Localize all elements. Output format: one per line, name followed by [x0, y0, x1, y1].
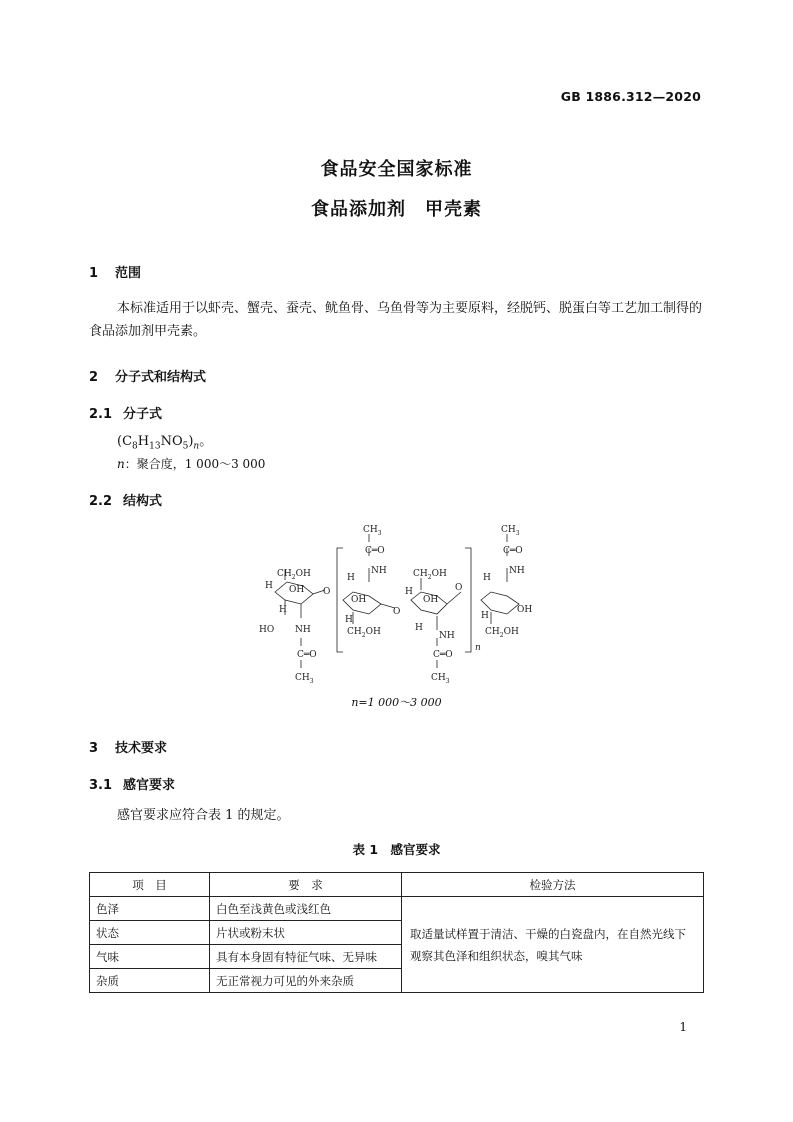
- section-3-heading: [89, 737, 167, 756]
- item-cell: 气味: [90, 945, 210, 969]
- label-o: O: [393, 607, 401, 617]
- section-title: 感官要求: [123, 778, 176, 793]
- item-cell: 杂质: [90, 969, 210, 993]
- section-number: 3: [89, 741, 99, 756]
- requirement-cell: 无正常视力可见的外来杂质: [210, 969, 402, 993]
- label-nh: NH: [371, 566, 387, 576]
- label-nh: NH: [439, 631, 455, 641]
- page-number: 1: [679, 1020, 687, 1034]
- section-3-1-heading: [89, 774, 175, 793]
- label-oh: OH: [517, 605, 533, 615]
- label-ch3: $CH_3$: [295, 673, 314, 685]
- section-title: 技术要求: [115, 741, 168, 756]
- label-oh: OH: [351, 595, 367, 605]
- label-c-o: C═O: [503, 546, 523, 556]
- label-ch3: $CH_3$: [501, 525, 520, 537]
- label-ch2oh: $CH_2OH$: [277, 569, 311, 581]
- section-1-heading: [89, 262, 141, 281]
- section-number: 2.2: [89, 494, 113, 509]
- label-c-o: C═O: [365, 546, 385, 556]
- section-number: 3.1: [89, 778, 113, 793]
- table-row: [90, 897, 704, 921]
- label-o: O: [455, 583, 463, 593]
- item-cell: 色泽: [90, 897, 210, 921]
- column-header: 检验方法: [402, 873, 704, 897]
- requirement-cell: 片状或粉末状: [210, 921, 402, 945]
- label-h: H: [265, 581, 273, 591]
- item-cell: 状态: [90, 921, 210, 945]
- section-number: 2.1: [89, 407, 113, 422]
- label-c-o: C═O: [433, 650, 453, 660]
- label-h: H: [481, 611, 489, 621]
- section-2-2-heading: [89, 490, 162, 509]
- structure-caption: n=1 000～3 000: [351, 696, 442, 709]
- label-nh: NH: [295, 625, 311, 635]
- label-h: H: [345, 615, 353, 625]
- label-h: H: [347, 573, 355, 583]
- label-o: O: [323, 587, 331, 597]
- section-2-1-heading: [89, 403, 162, 422]
- section-number: 1: [89, 266, 99, 281]
- scope-paragraph-line1: 本标准适用于以虾壳、蟹壳、蚕壳、鱿鱼骨、乌鱼骨等为主要原料，经脱钙、脱蛋白等工艺加工制得的: [117, 301, 703, 316]
- sensory-paragraph: 感官要求应符合表 1 的规定。: [117, 808, 290, 823]
- sensory-requirements-table: [89, 872, 704, 993]
- molecular-formula: $(C_8H_{13}NO_5)_n$。: [117, 434, 213, 452]
- label-h: H: [279, 605, 287, 615]
- label-ch2oh: $CH_2OH$: [485, 627, 519, 639]
- label-c-o: C═O: [297, 650, 317, 660]
- scope-paragraph-line2: 食品添加剂甲壳素。: [89, 324, 207, 339]
- column-header: 要 求: [210, 873, 402, 897]
- method-cell: 取适量试样置于清洁、干燥的白瓷盘内，在自然光线下观察其色泽和组织状态，嗅其气味: [402, 897, 704, 993]
- label-ch2oh: $CH_2OH$: [413, 569, 447, 581]
- section-title: 分子式和结构式: [115, 370, 207, 385]
- polymerization-degree: n：聚合度，1 000～3 000: [117, 457, 266, 471]
- label-h: H: [405, 587, 413, 597]
- chitin-structural-formula: [255, 520, 555, 688]
- section-title: 分子式: [123, 407, 163, 422]
- label-ch2oh: $CH_2OH$: [347, 627, 381, 639]
- label-ch3: $CH_3$: [431, 673, 450, 685]
- standard-number: GB 1886.312—2020: [560, 89, 701, 104]
- label-ho: HO: [259, 625, 275, 635]
- requirement-cell: 具有本身固有特征气味、无异味: [210, 945, 402, 969]
- table-caption: 表 1 感官要求: [352, 842, 441, 857]
- label-h: H: [483, 573, 491, 583]
- section-title: 范围: [115, 266, 142, 281]
- label-nh: NH: [509, 566, 525, 576]
- label-oh: OH: [423, 595, 439, 605]
- requirement-cell: 白色至浅黄色或浅红色: [210, 897, 402, 921]
- section-title: 结构式: [123, 494, 163, 509]
- label-ch3: $CH_3$: [363, 525, 382, 537]
- section-2-heading: [89, 366, 206, 385]
- document-subtitle: 食品添加剂 甲壳素: [311, 199, 482, 220]
- column-header: 项 目: [90, 873, 210, 897]
- label-h: H: [415, 623, 423, 633]
- label-n: n: [475, 643, 481, 653]
- document-title: 食品安全国家标准: [320, 159, 473, 180]
- label-oh: OH: [289, 585, 305, 595]
- table-header-row: [90, 873, 704, 897]
- section-number: 2: [89, 370, 99, 385]
